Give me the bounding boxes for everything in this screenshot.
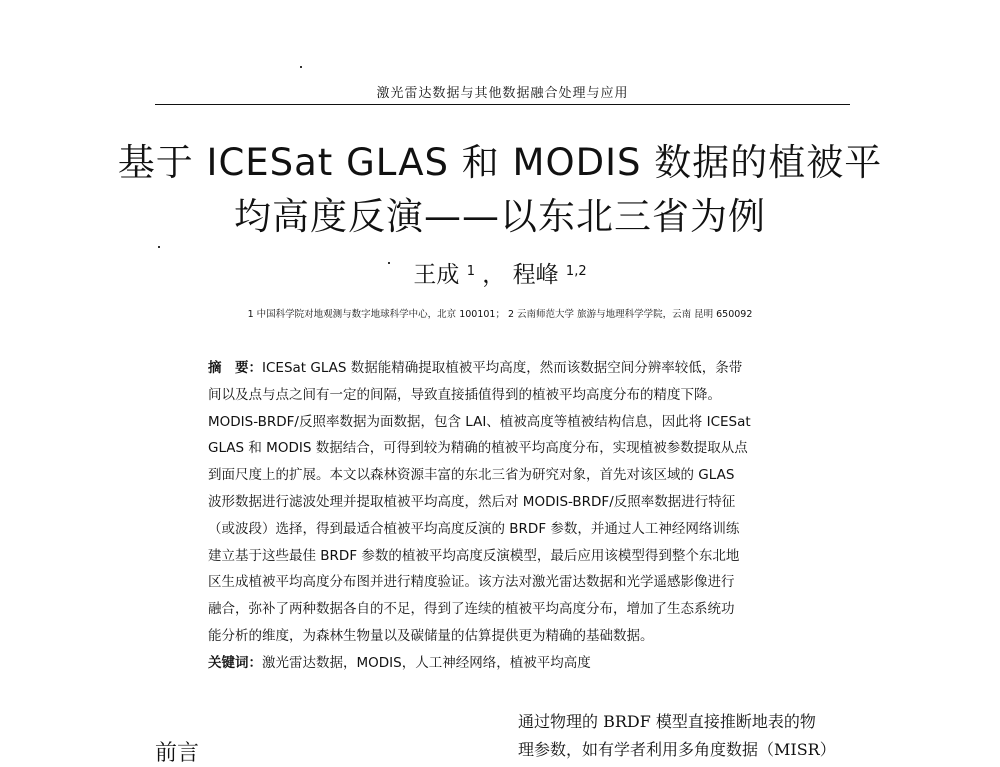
section-heading: 前言	[155, 741, 200, 766]
title-line: 均高度反演——以东北三省为例	[234, 195, 766, 238]
abstract-line	[208, 355, 800, 382]
keywords-label: 关键词：	[208, 654, 262, 671]
keywords-text: 激光雷达数据，MODIS，人工神经网络，植被平均高度	[262, 654, 591, 671]
abstract-line: 波形数据进行滤波处理并提取植被平均高度，然后对 MODIS-BRDF/反照率数据进行特征	[208, 493, 736, 510]
abstract-label: 摘 要：	[208, 360, 262, 376]
author-separator: ，	[482, 262, 506, 288]
author-affil-mark: 1	[466, 264, 475, 279]
abstract	[208, 355, 800, 677]
abstract-line: 到面尺度上的扩展。本文以森林资源丰富的东北三省为研究对象，首先对该区域的 GLAS	[208, 467, 735, 484]
affiliations: 1 中国科学院对地观测与数字地球科学中心，北京 100101； 2 云南师范大学 旅游与地理科学学院，云南 昆明 650092	[247, 309, 753, 320]
right-column-text	[518, 708, 858, 764]
title-line: 基于 ICESat GLAS 和 MODIS 数据的植被平	[117, 141, 883, 184]
abstract-line: （或波段）选择，得到最适合植被平均高度反演的 BRDF 参数，并通过人工神经网络训练	[208, 520, 740, 537]
author-name: 程峰	[512, 262, 559, 288]
scan-speck	[158, 246, 160, 248]
abstract-line: MODIS-BRDF/反照率数据为面数据，包含 LAI、植被高度等植被结构信息，因此将 ICESat	[208, 413, 751, 430]
scan-speck	[300, 66, 302, 68]
abstract-line: 区生成植被平均高度分布图并进行精度验证。该方法对激光雷达数据和光学遥感影像进行	[208, 574, 735, 591]
author-name: 王成	[413, 262, 460, 288]
running-header: 激光雷达数据与其他数据融合处理与应用	[376, 86, 629, 101]
keywords-line	[208, 650, 800, 677]
abstract-line: 融合，弥补了两种数据各自的不足，得到了连续的植被平均高度分布，增加了生态系统功	[208, 601, 735, 618]
author-affil-mark: 1,2	[565, 264, 587, 279]
abstract-text: ICESat GLAS 数据能精确提取植被平均高度，然而该数据空间分辨率较低，条带	[262, 360, 743, 376]
abstract-line: 间以及点与点之间有一定的间隔，导致直接插值得到的植被平均高度分布的精度下降。	[208, 386, 721, 403]
author-list	[330, 256, 670, 289]
abstract-line: GLAS 和 MODIS 数据结合，可得到较为精确的植被平均高度分布，实现植被参数提取从点	[208, 440, 748, 457]
body-line: 通过物理的 BRDF 模型直接推断地表的物	[518, 712, 816, 731]
header-rule	[155, 104, 850, 105]
body-line: 理参数，如有学者利用多角度数据（MISR）	[518, 740, 836, 759]
paper-title	[100, 136, 900, 244]
abstract-line: 能分析的维度，为森林生物量以及碳储量的估算提供更为精确的基础数据。	[208, 627, 654, 644]
abstract-line: 建立基于这些最佳 BRDF 参数的植被平均高度反演模型，最后应用该模型得到整个东北地	[208, 547, 740, 564]
